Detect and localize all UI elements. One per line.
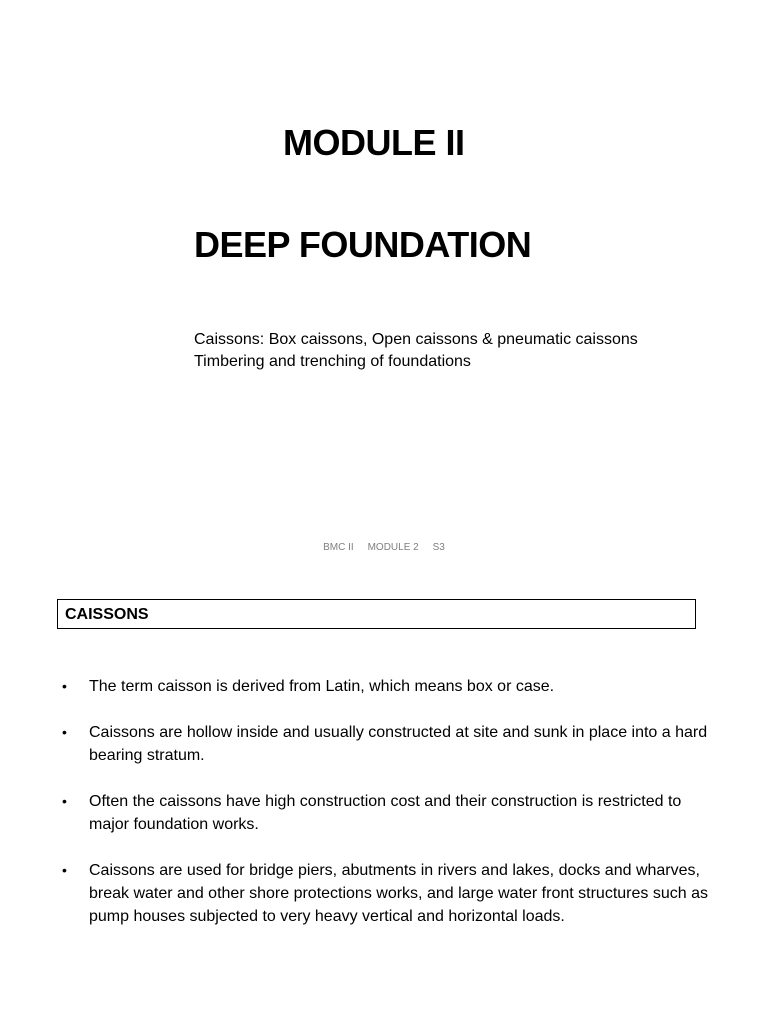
section-heading: CAISSONS [65,606,149,623]
list-item [62,675,722,698]
module-title: MODULE II [283,122,465,163]
list-item [62,859,722,928]
bullet-list [62,675,722,951]
slide-caissons [0,580,768,1024]
bullet-text: Often the caissons have high construction cost and their construction is restricted to major foundation works. [89,793,682,833]
heading-box [57,599,696,629]
bullet-text: Caissons are used for bridge piers, abutments in rivers and lakes, docks and wharves, break water and other shore protections works, and large water front structures such as pump houses subjected to very heavy vertical and horizontal loads. [89,862,708,925]
bullet-text: Caissons are hollow inside and usually constructed at site and sunk in place into a hard bearing stratum. [89,724,708,764]
slide-footer: BMC II MODULE 2 S3 [323,542,445,553]
subtopic-list [194,329,638,373]
subtopic-timbering: Timbering and trenching of foundations [194,353,471,370]
bullet-icon: • [62,862,67,878]
bullet-icon: • [62,724,67,740]
bullet-icon: • [62,678,67,694]
bullet-icon: • [62,793,67,809]
topic-title: DEEP FOUNDATION [194,224,532,265]
subtopic-caissons: Caissons: Box caissons, Open caissons & pneumatic caissons [194,331,638,348]
list-item [62,790,722,836]
list-item [62,721,722,767]
bullet-text: The term caisson is derived from Latin, which means box or case. [89,678,555,695]
